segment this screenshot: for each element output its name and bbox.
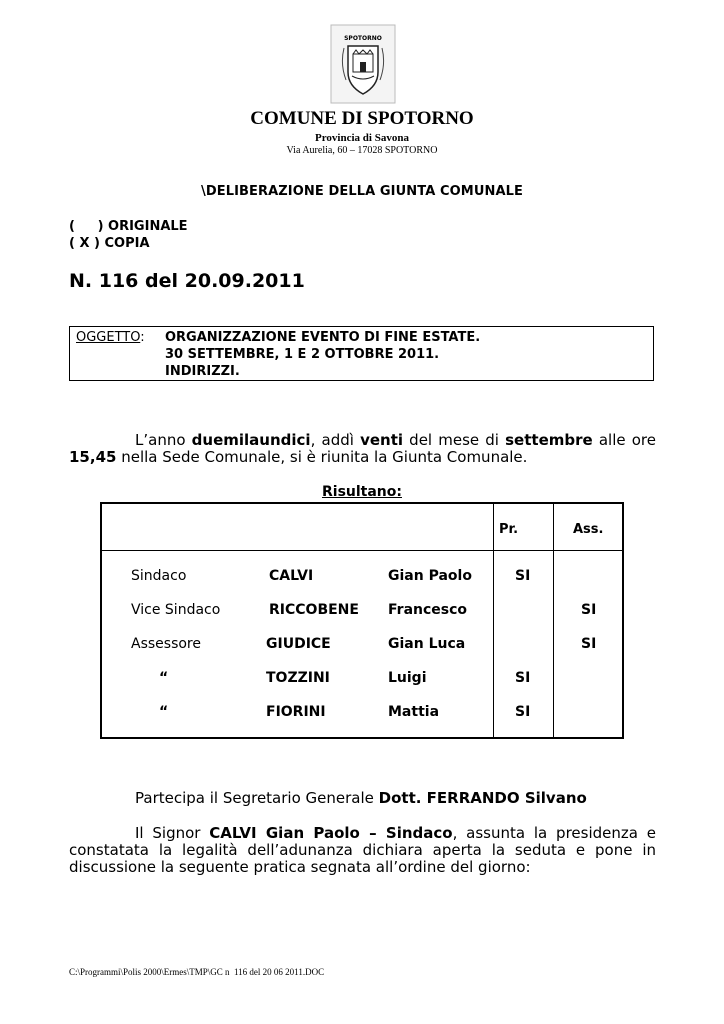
intro-text-1: L’anno xyxy=(135,431,192,449)
subject-line-1: ORGANIZZAZIONE EVENTO DI FINE ESTATE. xyxy=(165,330,481,345)
row-1-role: Sindaco xyxy=(131,568,187,584)
svg-text:SPOTORNO: SPOTORNO xyxy=(344,35,382,42)
row-2-name: Francesco xyxy=(388,602,468,618)
secretary-name: Dott. FERRANDO Silvano xyxy=(378,789,587,807)
file-path-footer: C:\Programmi\Polis 2000\Ermes\TMP\GC n 116 del 20 06 2011.DOC xyxy=(69,967,325,977)
subject-label xyxy=(76,330,145,345)
header-presenti: Pr. xyxy=(499,522,519,537)
presidency-name: CALVI Gian Paolo – Sindaco xyxy=(209,824,453,842)
intro-day: venti xyxy=(360,431,404,449)
row-2-surname: RICCOBENE xyxy=(269,602,359,618)
intro-year: duemilaundici xyxy=(191,431,311,449)
row-3-name: Gian Luca xyxy=(388,636,466,652)
intro-text-5: nella Sede Comunale, si è riunita la Giunta Comunale. xyxy=(116,448,528,466)
row-3-assente: SI xyxy=(581,636,597,652)
town-crest-logo xyxy=(330,24,396,104)
intro-time: 15,45 xyxy=(69,448,117,466)
row-5-role: “ xyxy=(159,704,169,720)
option-copia: ( X ) COPIA xyxy=(69,236,150,251)
presidency-paragraph xyxy=(69,825,656,876)
option-originale: ( ) ORIGINALE xyxy=(69,219,188,234)
row-2-role: Vice Sindaco xyxy=(131,602,221,618)
provincia-line: Provincia di Savona xyxy=(315,132,409,144)
row-5-presente: SI xyxy=(515,704,531,720)
deliberation-number: N. 116 del 20.09.2011 xyxy=(69,270,305,292)
row-2-assente: SI xyxy=(581,602,597,618)
header-assenti: Ass. xyxy=(573,522,604,537)
row-4-role: “ xyxy=(159,670,169,686)
subject-label-colon: : xyxy=(140,330,145,345)
row-3-role: Assessore xyxy=(131,636,201,652)
comune-heading: COMUNE DI SPOTORNO xyxy=(250,108,474,129)
intro-paragraph xyxy=(69,432,656,466)
row-4-name: Luigi xyxy=(388,670,427,686)
row-3-surname: GIUDICE xyxy=(266,636,331,652)
intro-month: settembre xyxy=(505,431,593,449)
row-4-presente: SI xyxy=(515,670,531,686)
document-title: \DELIBERAZIONE DELLA GIUNTA COMUNALE xyxy=(200,184,523,199)
presidency-text-2: , assunta la presidenza e constatata la legalità dell’adunanza dichiara aperta la seduta e pone in discussione la seguente pratica segnata all’ordine del giorno: xyxy=(69,824,656,876)
table-divider-assenti xyxy=(553,504,554,737)
row-1-name: Gian Paolo xyxy=(388,568,472,584)
intro-text-4: alle ore xyxy=(592,431,656,449)
presidency-text-1: Il Signor xyxy=(135,824,210,842)
secretary-paragraph xyxy=(69,790,587,807)
subject-line-2: 30 SETTEMBRE, 1 E 2 OTTOBRE 2011. xyxy=(165,347,440,362)
table-header-divider xyxy=(102,550,622,551)
intro-text-3: del mese di xyxy=(403,431,506,449)
risultano-heading: Risultano: xyxy=(321,484,402,500)
secretary-text: Partecipa il Segretario Generale xyxy=(135,789,379,807)
address-line: Via Aurelia, 60 – 17028 SPOTORNO xyxy=(286,145,438,156)
row-5-surname: FIORINI xyxy=(266,704,326,720)
intro-text-2: , addì xyxy=(310,431,361,449)
row-4-surname: TOZZINI xyxy=(266,670,330,686)
table-divider-presenti xyxy=(493,504,494,737)
row-1-presente: SI xyxy=(515,568,531,584)
subject-box xyxy=(69,326,654,381)
row-5-name: Mattia xyxy=(388,704,440,720)
subject-label-text: OGGETTO xyxy=(76,330,141,345)
row-1-surname: CALVI xyxy=(269,568,314,584)
attendance-table xyxy=(100,502,624,739)
subject-line-3: INDIRIZZI. xyxy=(165,364,240,379)
